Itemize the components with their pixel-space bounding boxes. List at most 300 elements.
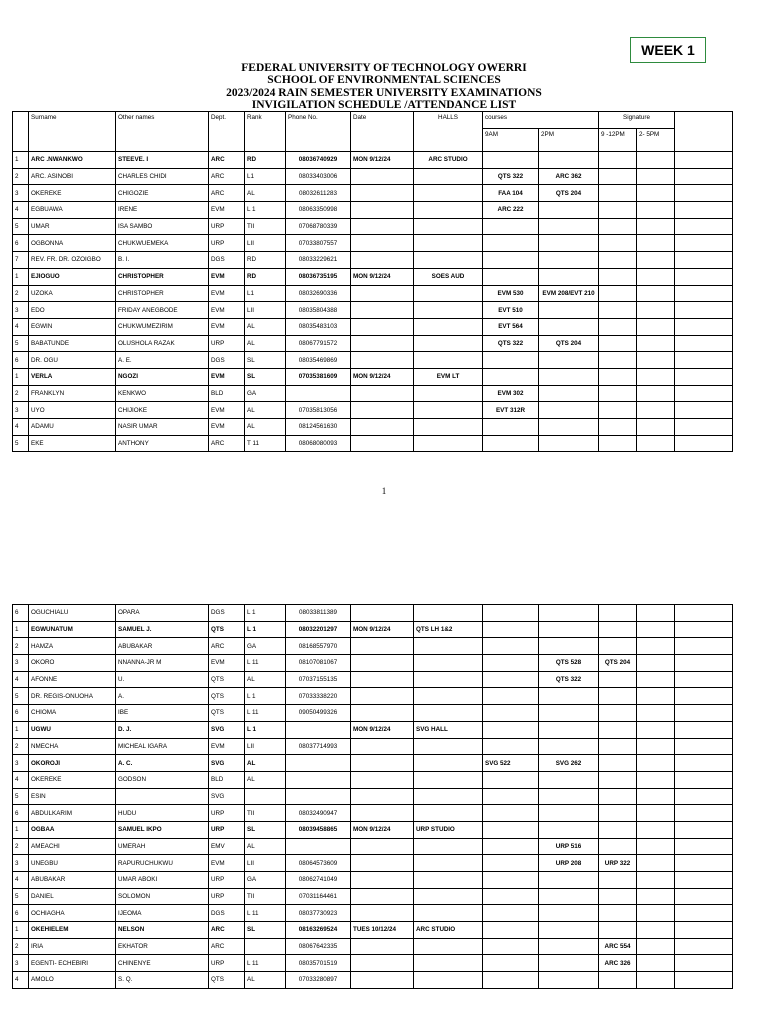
course-9am-cell <box>539 621 599 638</box>
course-9am-cell: QTS 528 <box>539 655 599 672</box>
table-row <box>13 855 733 872</box>
signature-2-5-cell <box>637 268 675 285</box>
row-number: 7 <box>13 252 29 269</box>
dept-cell: EVM <box>209 655 245 672</box>
date-header: Date <box>351 112 414 152</box>
surname-cell: EGBUAWA <box>29 202 116 219</box>
rank-cell: SL <box>245 352 286 369</box>
course-cell <box>483 838 539 855</box>
table-row <box>13 938 733 955</box>
course-9am-cell: EVT 312R <box>483 402 539 419</box>
row-number: 4 <box>13 872 29 889</box>
table-row <box>13 755 733 772</box>
surname-cell: UMAR <box>29 218 116 235</box>
dept-cell: DGS <box>209 605 245 622</box>
course-9am-cell <box>539 705 599 722</box>
signature-cell <box>637 721 675 738</box>
hall-cell <box>414 638 483 655</box>
signature-cell <box>637 805 675 822</box>
signature-cell <box>637 972 675 989</box>
other-names-cell: OPARA <box>116 605 209 622</box>
surname-cell: CHIOMA <box>29 705 116 722</box>
course-9am-cell <box>539 938 599 955</box>
extra-cell <box>675 771 733 788</box>
surname-cell: DR. OGU <box>29 352 116 369</box>
table-row <box>13 838 733 855</box>
extra-cell <box>675 821 733 838</box>
surname-cell: OKEHIELEM <box>29 922 116 939</box>
table-row <box>13 655 733 672</box>
course-2pm-cell: QTS 204 <box>599 655 637 672</box>
date-cell: MON 9/12/24 <box>351 621 414 638</box>
signature-9-12-cell <box>599 268 637 285</box>
phone-cell: 08068080093 <box>286 435 351 452</box>
surname-cell: IRIA <box>29 938 116 955</box>
rank-cell: RD <box>245 252 286 269</box>
extra-cell <box>675 705 733 722</box>
hall-cell <box>414 688 483 705</box>
hall-cell: SVG HALL <box>414 721 483 738</box>
dept-cell: DGS <box>209 252 245 269</box>
hall-cell <box>414 235 483 252</box>
surname-cell: NMECHA <box>29 738 116 755</box>
extra-cell <box>675 268 733 285</box>
dept-cell: BLD <box>209 771 245 788</box>
university-name: FEDERAL UNIVERSITY OF TECHNOLOGY OWERRI <box>241 62 527 74</box>
dept-cell: QTS <box>209 705 245 722</box>
dept-cell: URP <box>209 335 245 352</box>
date-cell <box>351 838 414 855</box>
dept-cell: EVM <box>209 419 245 436</box>
course-2pm-cell <box>599 838 637 855</box>
extra-cell <box>675 721 733 738</box>
signature-2-5-cell <box>637 385 675 402</box>
surname-cell: AMEACHI <box>29 838 116 855</box>
other-names-cell: GODSON <box>116 771 209 788</box>
hall-cell <box>414 755 483 772</box>
hall-cell <box>414 168 483 185</box>
row-number: 1 <box>13 821 29 838</box>
signature-9-12-cell <box>599 435 637 452</box>
table-row <box>13 335 733 352</box>
extra-cell <box>675 168 733 185</box>
invigilation-table-page-1 <box>12 111 733 452</box>
other-names-cell: CHARLES CHIDI <box>116 168 209 185</box>
table-row <box>13 402 733 419</box>
other-names-cell: IRENE <box>116 202 209 219</box>
rank-cell: T 11 <box>245 435 286 452</box>
extra-cell <box>675 838 733 855</box>
course-9am-cell: QTS 322 <box>483 168 539 185</box>
date-cell <box>351 855 414 872</box>
rank-cell: AL <box>245 318 286 335</box>
dept-cell: ARC <box>209 922 245 939</box>
signature-cell <box>637 838 675 855</box>
date-cell <box>351 972 414 989</box>
table-row <box>13 302 733 319</box>
rank-cell: AL <box>245 838 286 855</box>
signature-2-5-cell <box>637 202 675 219</box>
phone-cell <box>286 788 351 805</box>
table-row <box>13 688 733 705</box>
phone-cell: 08035804388 <box>286 302 351 319</box>
table-row <box>13 872 733 889</box>
course-9am-cell: EVM 530 <box>483 285 539 302</box>
extra-cell <box>675 922 733 939</box>
surname-cell: ARC. ASINOBI <box>29 168 116 185</box>
hall-cell <box>414 185 483 202</box>
surname-cell: ESIN <box>29 788 116 805</box>
phone-cell: 08035701519 <box>286 955 351 972</box>
rank-cell: GA <box>245 638 286 655</box>
phone-cell: 07035381609 <box>286 368 351 385</box>
surname-cell: OKOROJI <box>29 755 116 772</box>
other-names-cell: HUDU <box>116 805 209 822</box>
row-number: 3 <box>13 185 29 202</box>
surname-cell: OCHIAGHA <box>29 905 116 922</box>
hall-cell <box>414 605 483 622</box>
rank-cell: GA <box>245 385 286 402</box>
rank-cell: AL <box>245 402 286 419</box>
signature-2-5-header: 2- 5PM <box>637 129 675 152</box>
other-names-cell: D. J. <box>116 721 209 738</box>
schedule-title: INVIGILATION SCHEDULE /ATTENDANCE LIST <box>251 98 517 111</box>
phone-header: Phone No. <box>286 112 351 152</box>
signature-2-5-cell <box>637 419 675 436</box>
surname-header: Surname <box>29 112 116 152</box>
hall-cell <box>414 955 483 972</box>
course-2pm-cell <box>599 905 637 922</box>
table-row <box>13 972 733 989</box>
course-2pm-cell <box>539 268 599 285</box>
extra-cell <box>675 419 733 436</box>
signature-cell <box>637 688 675 705</box>
no-header <box>13 112 29 152</box>
signature-cell <box>637 605 675 622</box>
course-2pm-cell <box>599 721 637 738</box>
extra-cell <box>675 385 733 402</box>
course-9am-cell <box>483 268 539 285</box>
signature-2-5-cell <box>637 185 675 202</box>
signature-9-12-cell <box>599 302 637 319</box>
course-cell <box>483 788 539 805</box>
course-9am-cell <box>539 972 599 989</box>
date-cell <box>351 435 414 452</box>
course-cell <box>483 605 539 622</box>
other-names-cell: IBE <box>116 705 209 722</box>
rank-cell: L 1 <box>245 202 286 219</box>
dept-header: Dept. <box>209 112 245 152</box>
row-number: 1 <box>13 368 29 385</box>
table-row <box>13 352 733 369</box>
other-names-cell: UMERAH <box>116 838 209 855</box>
table-row <box>13 168 733 185</box>
dept-cell: ARC <box>209 638 245 655</box>
signature-cell <box>637 788 675 805</box>
phone-cell: 08035483103 <box>286 318 351 335</box>
extra-cell <box>675 621 733 638</box>
other-names-cell: CHRISTOPHER <box>116 285 209 302</box>
date-cell: MON 9/12/24 <box>351 821 414 838</box>
course-9am-cell <box>539 872 599 889</box>
header-row <box>13 112 733 129</box>
table-row <box>13 185 733 202</box>
table-row <box>13 268 733 285</box>
dept-cell: EVM <box>209 202 245 219</box>
table-row <box>13 671 733 688</box>
row-number: 3 <box>13 855 29 872</box>
phone-cell: 08067642335 <box>286 938 351 955</box>
signature-9-12-cell <box>599 402 637 419</box>
course-cell <box>483 805 539 822</box>
surname-cell: OGBONNA <box>29 235 116 252</box>
course-9am-cell <box>539 771 599 788</box>
table-row <box>13 218 733 235</box>
row-number: 2 <box>13 638 29 655</box>
course-9am-cell <box>539 888 599 905</box>
signature-9-12-cell <box>599 202 637 219</box>
halls-header: HALLS <box>414 112 483 152</box>
table-row <box>13 888 733 905</box>
extra-cell <box>675 955 733 972</box>
surname-cell: ABUBAKAR <box>29 872 116 889</box>
phone-cell <box>286 838 351 855</box>
phone-cell: 08063350998 <box>286 202 351 219</box>
signature-9-12-cell <box>599 318 637 335</box>
date-cell <box>351 419 414 436</box>
course-2pm-cell: QTS 204 <box>539 335 599 352</box>
hall-cell <box>414 838 483 855</box>
dept-cell: URP <box>209 888 245 905</box>
extra-cell <box>675 402 733 419</box>
date-cell: TUES 10/12/24 <box>351 922 414 939</box>
surname-cell: EKE <box>29 435 116 452</box>
extra-cell <box>675 788 733 805</box>
row-number: 4 <box>13 202 29 219</box>
surname-cell: EGWIN <box>29 318 116 335</box>
phone-cell: 08033229621 <box>286 252 351 269</box>
other-names-cell: CHINENYE <box>116 955 209 972</box>
signature-cell <box>637 888 675 905</box>
table-row <box>13 805 733 822</box>
signature-9-12-cell <box>599 185 637 202</box>
date-cell <box>351 638 414 655</box>
rank-cell: AL <box>245 671 286 688</box>
date-cell: MON 9/12/24 <box>351 152 414 169</box>
extra-cell <box>675 352 733 369</box>
course-cell <box>483 705 539 722</box>
table-row <box>13 721 733 738</box>
extra-cell <box>675 872 733 889</box>
signature-9-12-cell <box>599 352 637 369</box>
course-9am-cell <box>539 955 599 972</box>
rank-cell: LII <box>245 855 286 872</box>
hall-cell <box>414 435 483 452</box>
course-2pm-cell <box>599 888 637 905</box>
table-row <box>13 738 733 755</box>
date-cell <box>351 705 414 722</box>
signature-2-5-cell <box>637 368 675 385</box>
other-names-cell: STEEVE. I <box>116 152 209 169</box>
dept-cell: ARC <box>209 152 245 169</box>
row-number: 1 <box>13 621 29 638</box>
extra-cell <box>675 152 733 169</box>
row-number: 5 <box>13 218 29 235</box>
dept-cell: DGS <box>209 905 245 922</box>
signature-2-5-cell <box>637 435 675 452</box>
date-cell: MON 9/12/24 <box>351 268 414 285</box>
course-9am-cell: EVM 302 <box>483 385 539 402</box>
hall-cell <box>414 419 483 436</box>
other-names-cell: B. I. <box>116 252 209 269</box>
signature-cell <box>637 955 675 972</box>
date-cell <box>351 302 414 319</box>
course-2pm-cell <box>599 788 637 805</box>
signature-9-12-cell <box>599 235 637 252</box>
date-cell <box>351 168 414 185</box>
course-9am-cell <box>539 788 599 805</box>
course-2pm-cell <box>539 202 599 219</box>
dept-cell: EMV <box>209 838 245 855</box>
row-number: 6 <box>13 235 29 252</box>
signature-9-12-cell <box>599 419 637 436</box>
extra-header <box>675 112 733 152</box>
rank-cell: RD <box>245 268 286 285</box>
course-9am-cell: FAA 104 <box>483 185 539 202</box>
signature-cell <box>637 738 675 755</box>
hall-cell <box>414 285 483 302</box>
other-names-cell: NELSON <box>116 922 209 939</box>
course-cell <box>483 905 539 922</box>
date-cell <box>351 872 414 889</box>
course-9am-cell <box>483 218 539 235</box>
surname-cell: FRANKLYN <box>29 385 116 402</box>
rank-header: Rank <box>245 112 286 152</box>
rank-cell: AL <box>245 185 286 202</box>
date-cell: MON 9/12/24 <box>351 721 414 738</box>
other-names-cell: MICHEAL IGARA <box>116 738 209 755</box>
course-9am-cell: QTS 322 <box>483 335 539 352</box>
rank-cell: GA <box>245 872 286 889</box>
surname-cell: OKEREKE <box>29 771 116 788</box>
signature-2-5-cell <box>637 285 675 302</box>
page-number: 1 <box>381 486 387 496</box>
course-2pm-cell: QTS 204 <box>539 185 599 202</box>
course-2pm-cell <box>599 755 637 772</box>
signature-header: Signature <box>599 112 675 129</box>
table-row <box>13 202 733 219</box>
phone-cell: 08032201297 <box>286 621 351 638</box>
surname-cell: ARC .NWANKWO <box>29 152 116 169</box>
rank-cell: AL <box>245 972 286 989</box>
course-9am-cell <box>483 419 539 436</box>
hall-cell <box>414 402 483 419</box>
date-cell <box>351 905 414 922</box>
hall-cell <box>414 905 483 922</box>
table-row <box>13 318 733 335</box>
other-names-cell: UMAR ABOKI <box>116 872 209 889</box>
row-number: 4 <box>13 318 29 335</box>
rank-cell: L 11 <box>245 655 286 672</box>
other-names-cell: CHUKWUMEZIRIM <box>116 318 209 335</box>
rank-cell: L 1 <box>245 605 286 622</box>
phone-cell <box>286 755 351 772</box>
hall-cell <box>414 888 483 905</box>
hall-cell <box>414 738 483 755</box>
phone-cell: 08037714993 <box>286 738 351 755</box>
row-number: 2 <box>13 168 29 185</box>
courses-header: courses <box>483 112 599 129</box>
extra-cell <box>675 638 733 655</box>
course-2pm-cell <box>599 922 637 939</box>
signature-9-12-cell <box>599 335 637 352</box>
extra-cell <box>675 218 733 235</box>
signature-cell <box>637 638 675 655</box>
other-names-cell: NASIR UMAR <box>116 419 209 436</box>
other-names-cell: FRIDAY ANEGBODE <box>116 302 209 319</box>
course-2pm-cell <box>539 318 599 335</box>
extra-cell <box>675 755 733 772</box>
hall-cell <box>414 352 483 369</box>
phone-cell: 08107081067 <box>286 655 351 672</box>
phone-cell: 08032690336 <box>286 285 351 302</box>
date-cell <box>351 688 414 705</box>
dept-cell: URP <box>209 955 245 972</box>
hall-cell <box>414 972 483 989</box>
rank-cell: TII <box>245 218 286 235</box>
course-9am-cell: URP 208 <box>539 855 599 872</box>
course-2pm-cell <box>539 402 599 419</box>
signature-cell <box>637 905 675 922</box>
course-cell <box>483 621 539 638</box>
rank-cell: L1 <box>245 168 286 185</box>
surname-cell: OGUCHIALU <box>29 605 116 622</box>
hall-cell <box>414 252 483 269</box>
course-9am-cell <box>539 922 599 939</box>
table-row <box>13 905 733 922</box>
phone-cell: 08037730923 <box>286 905 351 922</box>
invigilation-table-page-2 <box>12 604 733 989</box>
courses-2pm-header: 2PM <box>539 129 599 152</box>
table-row <box>13 419 733 436</box>
signature-2-5-cell <box>637 252 675 269</box>
course-9am-cell <box>483 252 539 269</box>
course-2pm-cell <box>599 972 637 989</box>
signature-cell <box>637 621 675 638</box>
dept-cell: QTS <box>209 621 245 638</box>
surname-cell: OKEREKE <box>29 185 116 202</box>
surname-cell: EGWUNATUM <box>29 621 116 638</box>
signature-2-5-cell <box>637 168 675 185</box>
phone-cell: 08036740929 <box>286 152 351 169</box>
other-names-cell: CHRISTOPHER <box>116 268 209 285</box>
date-cell <box>351 671 414 688</box>
other-names-cell: S. Q. <box>116 972 209 989</box>
row-number: 3 <box>13 302 29 319</box>
course-cell <box>483 638 539 655</box>
school-name: SCHOOL OF ENVIRONMENTAL SCIENCES <box>267 74 501 87</box>
surname-cell: UYO <box>29 402 116 419</box>
date-cell <box>351 385 414 402</box>
row-number: 5 <box>13 688 29 705</box>
dept-cell: URP <box>209 821 245 838</box>
table-row <box>13 922 733 939</box>
dept-cell: ARC <box>209 435 245 452</box>
date-cell <box>351 938 414 955</box>
date-cell <box>351 955 414 972</box>
course-9am-cell <box>539 721 599 738</box>
table-row <box>13 705 733 722</box>
